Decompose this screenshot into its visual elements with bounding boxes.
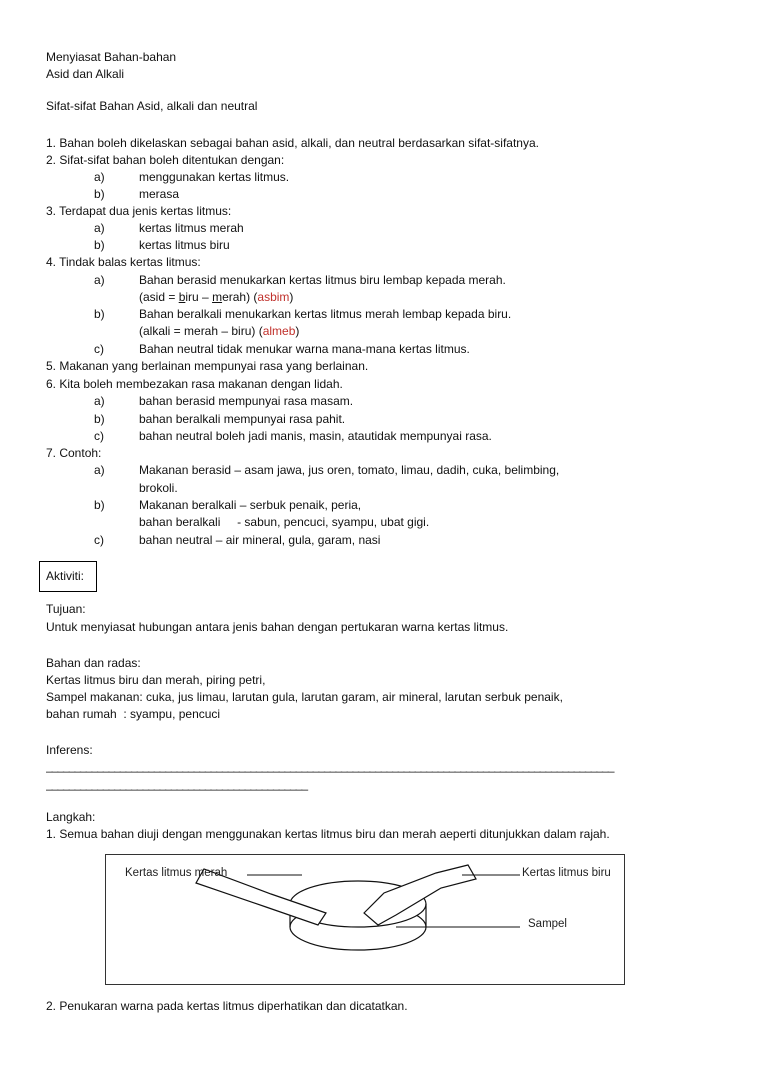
document-title: Menyiasat Bahan-bahan: [46, 50, 177, 64]
item-label: a): [94, 221, 105, 235]
item-text: bahan berasid mempunyai rasa masam.: [139, 394, 354, 408]
item-text: Bahan neutral tidak menukar warna mana-mana kertas litmus.: [139, 342, 470, 356]
point-6: 6. Kita boleh membezakan rasa makanan dengan lidah.: [46, 377, 343, 391]
point-5: 5. Makanan yang berlainan mempunyai rasa yang berlainan.: [46, 359, 369, 373]
item-label: a): [94, 273, 105, 287]
asid-mnemonic: [139, 289, 293, 305]
item-text: bahan neutral boleh jadi manis, masin, atautidak mempunyai rasa.: [139, 429, 492, 443]
item-text: Bahan beralkali menukarkan kertas litmus merah lembap kepada biru.: [139, 307, 512, 321]
point-4: 4. Tindak balas kertas litmus:: [46, 255, 201, 269]
activity-label: Aktiviti:: [46, 569, 85, 583]
document-subtitle: Asid dan Alkali: [46, 67, 125, 81]
point-2: 2. Sifat-sifat bahan boleh ditentukan dengan:: [46, 153, 285, 167]
inferens-blank-line: ______________________________________________: [46, 777, 307, 791]
item-text: bahan beralkali mempunyai rasa pahit.: [139, 412, 346, 426]
item-label: b): [94, 412, 105, 426]
tujuan-label: Tujuan:: [46, 602, 86, 616]
item-text: merasa: [139, 187, 180, 201]
note-underlined: m: [212, 290, 223, 304]
item-label: b): [94, 307, 105, 321]
bahan-line: Kertas litmus biru dan merah, piring petri,: [46, 673, 266, 687]
note-text: ): [295, 324, 300, 338]
item-label: b): [94, 187, 105, 201]
note-text: erah) (: [222, 290, 258, 304]
inferens-blank-line: ____________________________________________________________________________________________________: [46, 759, 614, 773]
item-label: c): [94, 342, 104, 356]
item-text: brokoli.: [139, 481, 178, 495]
item-label: a): [94, 463, 105, 477]
item-label: b): [94, 498, 105, 512]
item-text: Makanan berasid – asam jawa, jus oren, tomato, limau, dadih, cuka, belimbing,: [139, 463, 560, 477]
section-heading: Sifat-sifat Bahan Asid, alkali dan neutral: [46, 99, 258, 113]
point-3: 3. Terdapat dua jenis kertas litmus:: [46, 204, 232, 218]
item-label: a): [94, 170, 105, 184]
item-text: bahan beralkali - sabun, pencuci, syampu, ubat gigi.: [139, 515, 430, 529]
item-text: Bahan berasid menukarkan kertas litmus biru lembap kepada merah.: [139, 273, 506, 287]
point-1: 1. Bahan boleh dikelaskan sebagai bahan asid, alkali, dan neutral berdasarkan sifat-sifatnya.: [46, 136, 539, 150]
langkah-label: Langkah:: [46, 810, 96, 824]
langkah-step: 2. Penukaran warna pada kertas litmus diperhatikan dan dicatatkan.: [46, 999, 408, 1013]
item-text: menggunakan kertas litmus.: [139, 170, 290, 184]
item-text: bahan neutral – air mineral, gula, garam, nasi: [139, 533, 381, 547]
bahan-line: bahan rumah : syampu, pencuci: [46, 707, 221, 721]
alkali-mnemonic: [139, 323, 299, 339]
item-label: c): [94, 533, 104, 547]
item-label: b): [94, 238, 105, 252]
note-text: (asid =: [139, 290, 179, 304]
note-text: ): [289, 290, 294, 304]
item-text: kertas litmus merah: [139, 221, 244, 235]
note-text: iru –: [185, 290, 213, 304]
bahan-label: Bahan dan radas:: [46, 656, 141, 670]
mnemonic-almeb: almeb: [262, 324, 296, 338]
item-text: kertas litmus biru: [139, 238, 230, 252]
langkah-step: 1. Semua bahan diuji dengan menggunakan kertas litmus biru dan merah aeperti ditunjukkan dalam rajah.: [46, 827, 610, 841]
litmus-diagram: [105, 854, 625, 985]
note-text: (alkali = merah – biru) (: [139, 324, 263, 338]
note-underlined: b: [178, 290, 186, 304]
item-text: Makanan beralkali – serbuk penaik, peria,: [139, 498, 362, 512]
label-red-litmus: Kertas litmus merah: [125, 867, 228, 879]
inferens-label: Inferens:: [46, 743, 93, 757]
label-blue-litmus: Kertas litmus biru: [522, 867, 611, 879]
mnemonic-asbim: asbim: [257, 290, 290, 304]
item-label: a): [94, 394, 105, 408]
tujuan-text: Untuk menyiasat hubungan antara jenis bahan dengan pertukaran warna kertas litmus.: [46, 620, 509, 634]
bahan-line: Sampel makanan: cuka, jus limau, larutan gula, larutan garam, air mineral, larutan serbuk penaik,: [46, 690, 563, 704]
label-sample: Sampel: [528, 918, 567, 930]
point-7: 7. Contoh:: [46, 446, 102, 460]
item-label: c): [94, 429, 104, 443]
